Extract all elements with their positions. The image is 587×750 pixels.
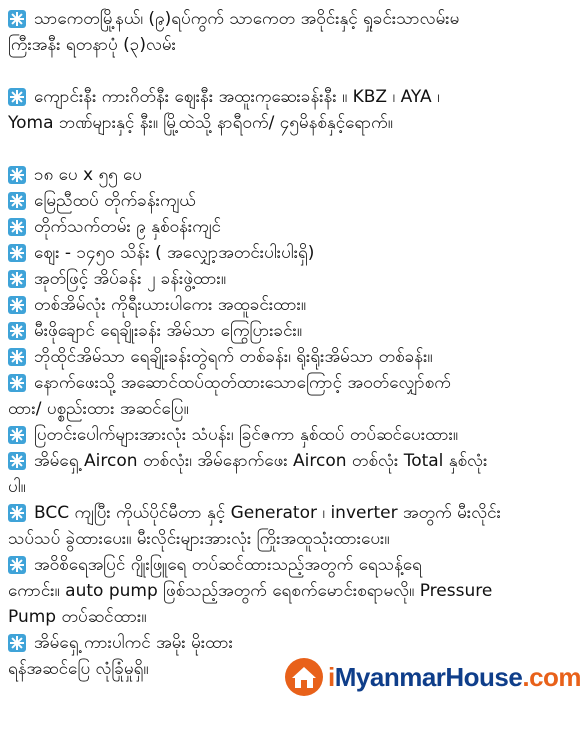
line-text: နောက်ဖေးသို့ အဆောင်ထပ်ထုတ်ထားသောကြောင့် အဝတ်လျှော်စက် [34, 373, 451, 393]
description-line [8, 630, 577, 656]
snowflake-icon [8, 10, 26, 28]
line-text: ဘိုထိုင်အိမ်သာ ရေချိုးခန်းတွဲရက် တစ်ခန်း၊ ရိုးရိုးအိမ်သာ တစ်ခန်း။ [34, 347, 433, 367]
description-line [8, 500, 577, 526]
line-text: အိမ်ရှေ့ Aircon တစ်လုံး၊ အိမ်နောက်ဖေး Aircon တစ်လုံး Total နှစ်လုံး [34, 451, 488, 471]
blank-line [8, 58, 577, 84]
line-text: အဝိစိရေအပြင် ဂျိုးဖြူရေ တပ်ဆင်ထားသည့်အတွက် ရေသန့်ရေ [34, 555, 422, 575]
description-line [8, 344, 577, 370]
snowflake-icon [8, 452, 26, 470]
description-line [8, 6, 577, 32]
description-line [8, 318, 577, 344]
description-line [8, 266, 577, 292]
snowflake-icon [8, 192, 26, 210]
description-line [8, 214, 577, 240]
line-text: အိမ်ရှေ့ ကားပါကင် အမိုး မိုးထား [34, 633, 233, 653]
line-text: Pump တပ်ဆင်ထား။ [8, 607, 147, 627]
house-logo-icon [284, 657, 324, 697]
line-text: သာကေတမြို့နယ်၊ (၉)ရပ်ကွက် သာကေတ အဝိုင်းနှင့် ရှုခင်းသာလမ်းမ [34, 9, 460, 29]
line-text: Yoma ဘဏ်များနှင့် နီး။ မြို့ထဲသို့ နာရီဝက်/ ၄၅မိနစ်နှင့်ရောက်။ [8, 113, 393, 133]
description-line [8, 240, 577, 266]
snowflake-icon [8, 296, 26, 314]
line-text: ဈေး - ၁၄၅၀ သိန်း ( အလျှော့အတင်းပါးပါးရှိ) [34, 243, 315, 263]
line-text: မြေညီထပ် တိုက်ခန်းကျယ် [34, 191, 196, 211]
description-line [8, 604, 577, 630]
line-text: ကြီးအနီး ရတနာပုံ (၃)လမ်း [8, 35, 176, 55]
description-line [8, 292, 577, 318]
snowflake-icon [8, 348, 26, 366]
line-text: BCC ကျပြီး ကိုယ်ပိုင်မီတာ နှင့် Generator ၊ inverter အတွက် မီးလိုင်း [34, 503, 501, 523]
description-line [8, 396, 577, 422]
line-text: အုတ်ဖြင့် အိပ်ခန်း ၂ ခန်းဖွဲ့ထား။ [34, 269, 226, 289]
line-text: ပါ။ [8, 477, 26, 497]
snowflake-icon [8, 166, 26, 184]
description-line [8, 188, 577, 214]
line-text: မီးဖိုချောင် ရေချိုးခန်း အိမ်သာ ကြွေပြားခင်း။ [34, 321, 302, 341]
line-text: ကောင်း။ auto pump ဖြစ်သည့်အတွက် ရေစက်မောင်းစရာမလို။ Pressure [8, 581, 493, 601]
line-text: ထား/ ပစ္စည်းထား အဆင်ပြေ။ [8, 399, 189, 419]
description-line [8, 84, 577, 110]
line-text: ကျောင်းနီး ကားဂိတ်နီး ဈေးနီး အထူးကုဆေးခန်းနီး ။ KBZ ၊ AYA ၊ [34, 87, 440, 107]
description-line [8, 474, 577, 500]
description-line [8, 578, 577, 604]
description-line [8, 32, 577, 58]
description-line [8, 526, 577, 552]
description-line [8, 552, 577, 578]
description-line [8, 370, 577, 396]
snowflake-icon [8, 426, 26, 444]
snowflake-icon [8, 270, 26, 288]
line-text: တစ်အိမ်လုံး ကိုရီးယားပါကေး အထူခင်းထား။ [34, 295, 307, 315]
description-line [8, 110, 577, 136]
line-text: သပ်သပ် ခွဲထားပေး။ မီးလိုင်းများအားလုံး ကြိုးအထူသုံးထားပေး။ [8, 529, 390, 549]
description-line [8, 162, 577, 188]
watermark-logo [282, 654, 587, 700]
snowflake-icon [8, 244, 26, 262]
snowflake-icon [8, 634, 26, 652]
blank-line [8, 136, 577, 162]
snowflake-icon [8, 556, 26, 574]
line-text: တိုက်သက်တမ်း ၉ နှစ်ဝန်းကျင် [34, 217, 221, 237]
watermark-text: iMyanmarHouse.com [328, 661, 582, 692]
snowflake-icon [8, 374, 26, 392]
description-line [8, 448, 577, 474]
snowflake-icon [8, 88, 26, 106]
description-line [8, 422, 577, 448]
line-text: ပြတင်းပေါက်များအားလုံး သံပန်း၊ ခြင်ဇကာ နှစ်ထပ် တပ်ဆင်ပေးထား။ [34, 425, 459, 445]
snowflake-icon [8, 322, 26, 340]
line-text: ရန်အဆင်ပြေ လုံခြုံမှုရှိ။ [8, 659, 149, 679]
line-text: ၁၈ ပေ x ၅၅ ပေ [34, 165, 142, 185]
snowflake-icon [8, 504, 26, 522]
snowflake-icon [8, 218, 26, 236]
